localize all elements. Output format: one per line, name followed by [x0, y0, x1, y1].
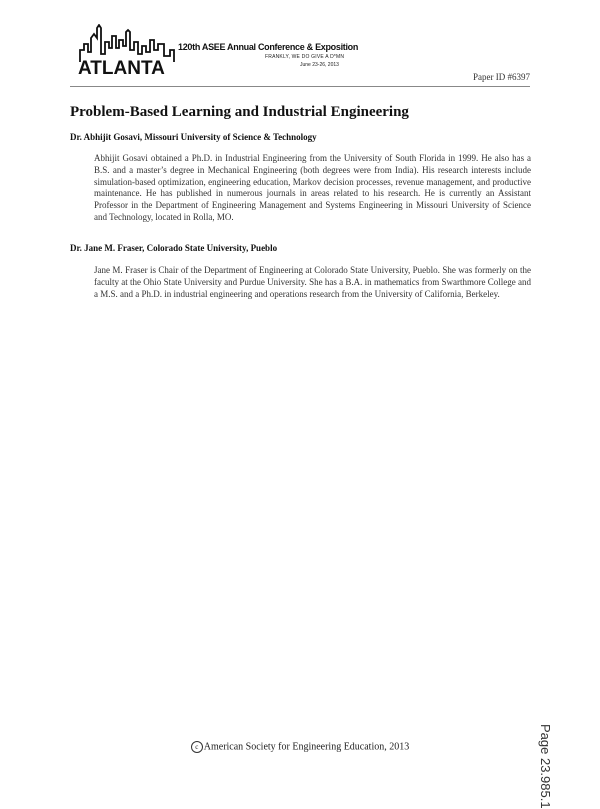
conference-dates: June 23-26, 2013	[300, 62, 339, 68]
header-divider	[70, 86, 530, 87]
paper-id: Paper ID #6397	[473, 72, 530, 82]
logo-city-name: ATLANTA	[78, 58, 165, 79]
paper-title: Problem-Based Learning and Industrial Engineering	[70, 104, 409, 120]
page-number-label: Page 23.985.1	[538, 724, 553, 809]
footer-text: American Society for Engineering Education, 2013	[203, 741, 410, 753]
author-name: Dr. Abhijit Gosavi, Missouri University of Science & Technology	[70, 132, 317, 142]
conference-logo	[78, 24, 186, 78]
author-bio: Jane M. Fraser is Chair of the Department of Engineering at Colorado State University, Pueblo. She was formerly on the faculty at the Ohio State University and Purdue University. She has a B.A. in mathematics from Swarthmore College and a M.S. and a Ph.D. in industrial engineering and operations research from the University of California, Berkeley.	[94, 265, 531, 299]
author-name: Dr. Jane M. Fraser, Colorado State University, Pueblo	[70, 243, 278, 253]
conference-tagline: FRANKLY, WE DO GIVE A D*MN	[265, 54, 345, 60]
conference-title: 120th ASEE Annual Conference & Exposition	[178, 42, 359, 52]
copyright-icon: c	[191, 741, 203, 753]
page-number	[538, 724, 553, 809]
author-bio: Abhijit Gosavi obtained a Ph.D. in Industrial Engineering from the University of South Florida in 1999. He also has a B.S. and a master’s degree in Mechanical Engineering (both degrees were from India). His research interests include simulation-based optimization, engineering education, Markov decision processes, revenue management, and productive maintenance. He has published in numerous journals in areas related to his research. He is currently an Assistant Professor in the Department of Engineering Management and Systems Engineering in Missouri University of Science and Technology, located in Rolla, MO.	[94, 153, 531, 222]
footer-copyright	[0, 741, 600, 753]
